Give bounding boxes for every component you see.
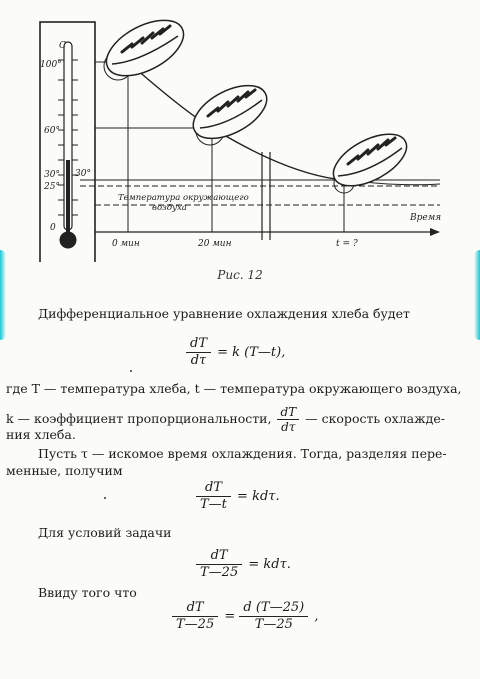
eq4-numerator-1: dT <box>172 600 218 617</box>
eq1-denominator: dτ <box>190 353 207 368</box>
intro-text: Дифференциальное уравнение охлаждения хлеба будет <box>38 306 410 321</box>
scale-label-60: 60° <box>44 126 60 136</box>
where-line-2-a: k — коэффициент пропорциональности, <box>6 411 272 426</box>
scale-label-0: 0 <box>50 223 56 233</box>
since-text: Ввиду того что <box>38 585 137 600</box>
eq4-denominator-1: T—25 <box>176 617 215 632</box>
scale-label-25: 25° <box>44 182 60 192</box>
tick-label-t: t = ? <box>336 239 358 249</box>
ink-dot <box>130 370 132 372</box>
air-temperature-label-line1: Температура окружающего <box>118 193 249 203</box>
time-axis-label: Время <box>410 213 442 223</box>
equation-1 <box>186 336 285 369</box>
eq1-numerator: dT <box>186 336 211 353</box>
equation-2 <box>196 480 280 513</box>
eq4-equals: = <box>224 609 236 624</box>
bread-loaf-hot-icon <box>98 9 193 87</box>
tick-label-20min: 20 мин <box>198 239 232 249</box>
where-line-3: ния хлеба. <box>6 427 76 442</box>
where-frac-denominator: dτ <box>281 420 296 434</box>
conditions-text: Для условий задачи <box>38 525 172 540</box>
scale-label-100: 100° <box>40 60 62 70</box>
let-line-2: менные, получим <box>6 463 123 478</box>
scale-label-30: 30° <box>44 170 60 180</box>
eq3-rhs: = kdτ. <box>248 557 291 572</box>
bread-cooling-figure <box>0 0 480 262</box>
let-line-1: Пусть τ — искомое время охлаждения. Тогда, разделяя пере- <box>38 446 447 461</box>
where-line-1: где T — температура хлеба, t — температура окружающего воздуха, <box>6 381 462 396</box>
figure-caption: Рис. 12 <box>217 268 263 282</box>
eq2-numerator: dT <box>196 480 231 497</box>
eq1-rhs: = k (T—t), <box>217 345 286 360</box>
eq4-tail: , <box>314 609 319 624</box>
tick-label-0min: 0 мин <box>112 239 140 249</box>
page-edge-highlight-right <box>474 250 480 340</box>
eq2-denominator: T—t <box>200 497 227 512</box>
page-edge-highlight-left <box>0 250 6 340</box>
where-frac-numerator: dT <box>277 405 299 420</box>
eq2-rhs: = kdτ. <box>237 489 280 504</box>
equation-4 <box>172 600 319 633</box>
eq4-numerator-2: d (T—25) <box>239 600 308 617</box>
where-line-2-b: — скорость охлажде- <box>305 411 445 426</box>
air-temperature-label-line2: воздуха <box>152 203 187 213</box>
ink-dot-2 <box>104 497 106 499</box>
eq3-numerator: dT <box>196 548 242 565</box>
equation-3 <box>196 548 291 581</box>
thermometer-mercury <box>66 160 70 232</box>
eq3-denominator: T—25 <box>200 565 239 580</box>
time-axis-arrow <box>430 228 440 236</box>
unit-label: C <box>59 41 66 51</box>
thermometer-bulb <box>60 232 76 248</box>
eq4-denominator-2: T—25 <box>254 617 293 632</box>
mark-30-label: 30° <box>75 169 91 179</box>
